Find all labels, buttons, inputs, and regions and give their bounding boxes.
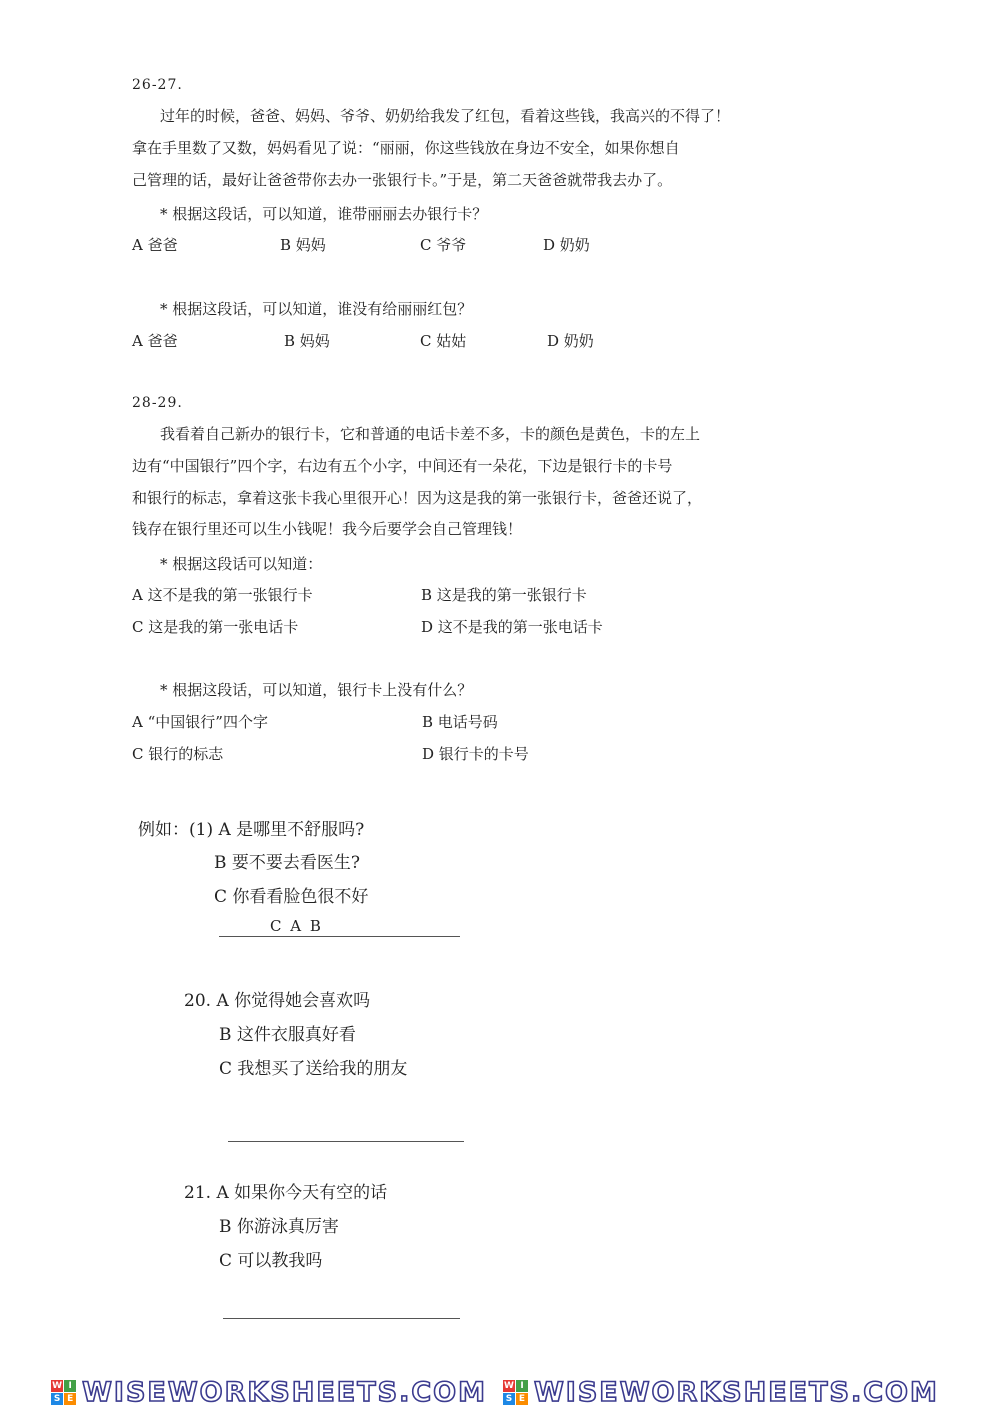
passage-line: 边有“中国银行”四个字，右边有五个小字，中间还有一朵花，下边是银行卡的卡号 [132,456,673,475]
passage-line: 己管理的话，最好让爸爸带你去办一张银行卡。”于是，第二天爸爸就带我去办了。 [132,170,673,189]
question-21-option-b: B 你游泳真厉害 [219,1217,339,1237]
option-26-b: B 妈妈 [280,236,326,254]
passage-line: 拿在手里数了又数，妈妈看见了说：“丽丽，你这些钱放在身边不安全，如果你想自 [132,138,680,157]
brand-name: WISEWORKSHEETS.COM [534,1377,939,1408]
question-20-answer-line[interactable] [228,1141,464,1142]
option-29-b: B 电话号码 [422,713,498,731]
question-prompt-28: * 根据这段话可以知道： [160,555,323,573]
example-option-b: B 要不要去看医生? [214,853,361,873]
option-29-c: C 银行的标志 [132,745,224,763]
logo-grid-icon [51,1380,76,1405]
option-27-b: B 妈妈 [284,332,330,350]
logo-grid-icon [503,1380,528,1405]
logo-letter-icon: I [64,1380,76,1392]
option-27-d: D 奶奶 [547,332,594,350]
passage-line: 钱存在银行里还可以生小钱呢！我今后要学会自己管理钱！ [132,520,523,539]
option-26-a: A 爸爸 [132,236,178,254]
option-28-c: C 这是我的第一张电话卡 [132,618,299,636]
option-28-b: B 这是我的第一张银行卡 [421,586,587,604]
passage-line: 和银行的标志，拿着这张卡我心里很开心！因为这是我的第一张银行卡，爸爸还说了， [132,488,703,507]
option-26-d: D 奶奶 [543,236,590,254]
brand-name: WISEWORKSHEETS.COM [82,1377,487,1408]
option-28-a: A 这不是我的第一张银行卡 [132,586,313,604]
question-number-28-29: 28-29. [132,395,183,411]
example-option-c: C 你看看脸色很不好 [214,887,369,907]
option-29-d: D 银行卡的卡号 [422,745,529,763]
question-prompt-27: * 根据这段话，可以知道，谁没有给丽丽红包？ [160,300,473,318]
question-number-26-27: 26-27. [132,77,183,93]
option-29-a: A “中国银行”四个字 [132,713,268,731]
passage-line: 我看着自己新办的银行卡，它和普通的电话卡差不多，卡的颜色是黄色，卡的左上 [160,425,701,443]
brand-logo [51,1377,487,1408]
passage-line: 过年的时候，爸爸、妈妈、爷爷、奶奶给我发了红包，看着这些钱，我高兴的不得了！ [160,107,731,125]
question-20-option-a: 20. A 你觉得她会喜欢吗 [184,991,371,1011]
option-27-c: C 姑姑 [420,332,467,350]
brand-logo [503,1377,939,1408]
example-label: 例如：(1) A 是哪里不舒服吗? [138,820,365,840]
example-answer: C A B [270,917,323,935]
question-prompt-26: * 根据这段话，可以知道，谁带丽丽去办银行卡？ [160,205,488,223]
logo-letter-icon: E [516,1393,528,1405]
logo-letter-icon: S [51,1393,63,1405]
option-28-d: D 这不是我的第一张电话卡 [421,618,603,636]
example-answer-line [219,936,460,937]
question-20-option-b: B 这件衣服真好看 [219,1025,356,1045]
question-21-option-a: 21. A 如果你今天有空的话 [184,1183,388,1203]
footer-watermark [0,1372,1000,1413]
logo-letter-icon: W [504,1381,514,1391]
logo-letter-icon: E [64,1393,76,1405]
option-26-c: C 爷爷 [420,236,467,254]
question-20-option-c: C 我想买了送给我的朋友 [219,1059,408,1079]
question-21-answer-line[interactable] [223,1318,460,1319]
passage-26-27 [132,101,730,196]
question-prompt-29: * 根据这段话，可以知道，银行卡上没有什么？ [160,681,473,699]
option-27-a: A 爸爸 [132,332,178,350]
logo-letter-icon: I [516,1380,528,1392]
logo-letter-icon: S [503,1393,515,1405]
logo-letter-icon: W [52,1381,63,1391]
passage-28-29 [132,419,702,546]
question-21-option-c: C 可以教我吗 [219,1251,323,1271]
